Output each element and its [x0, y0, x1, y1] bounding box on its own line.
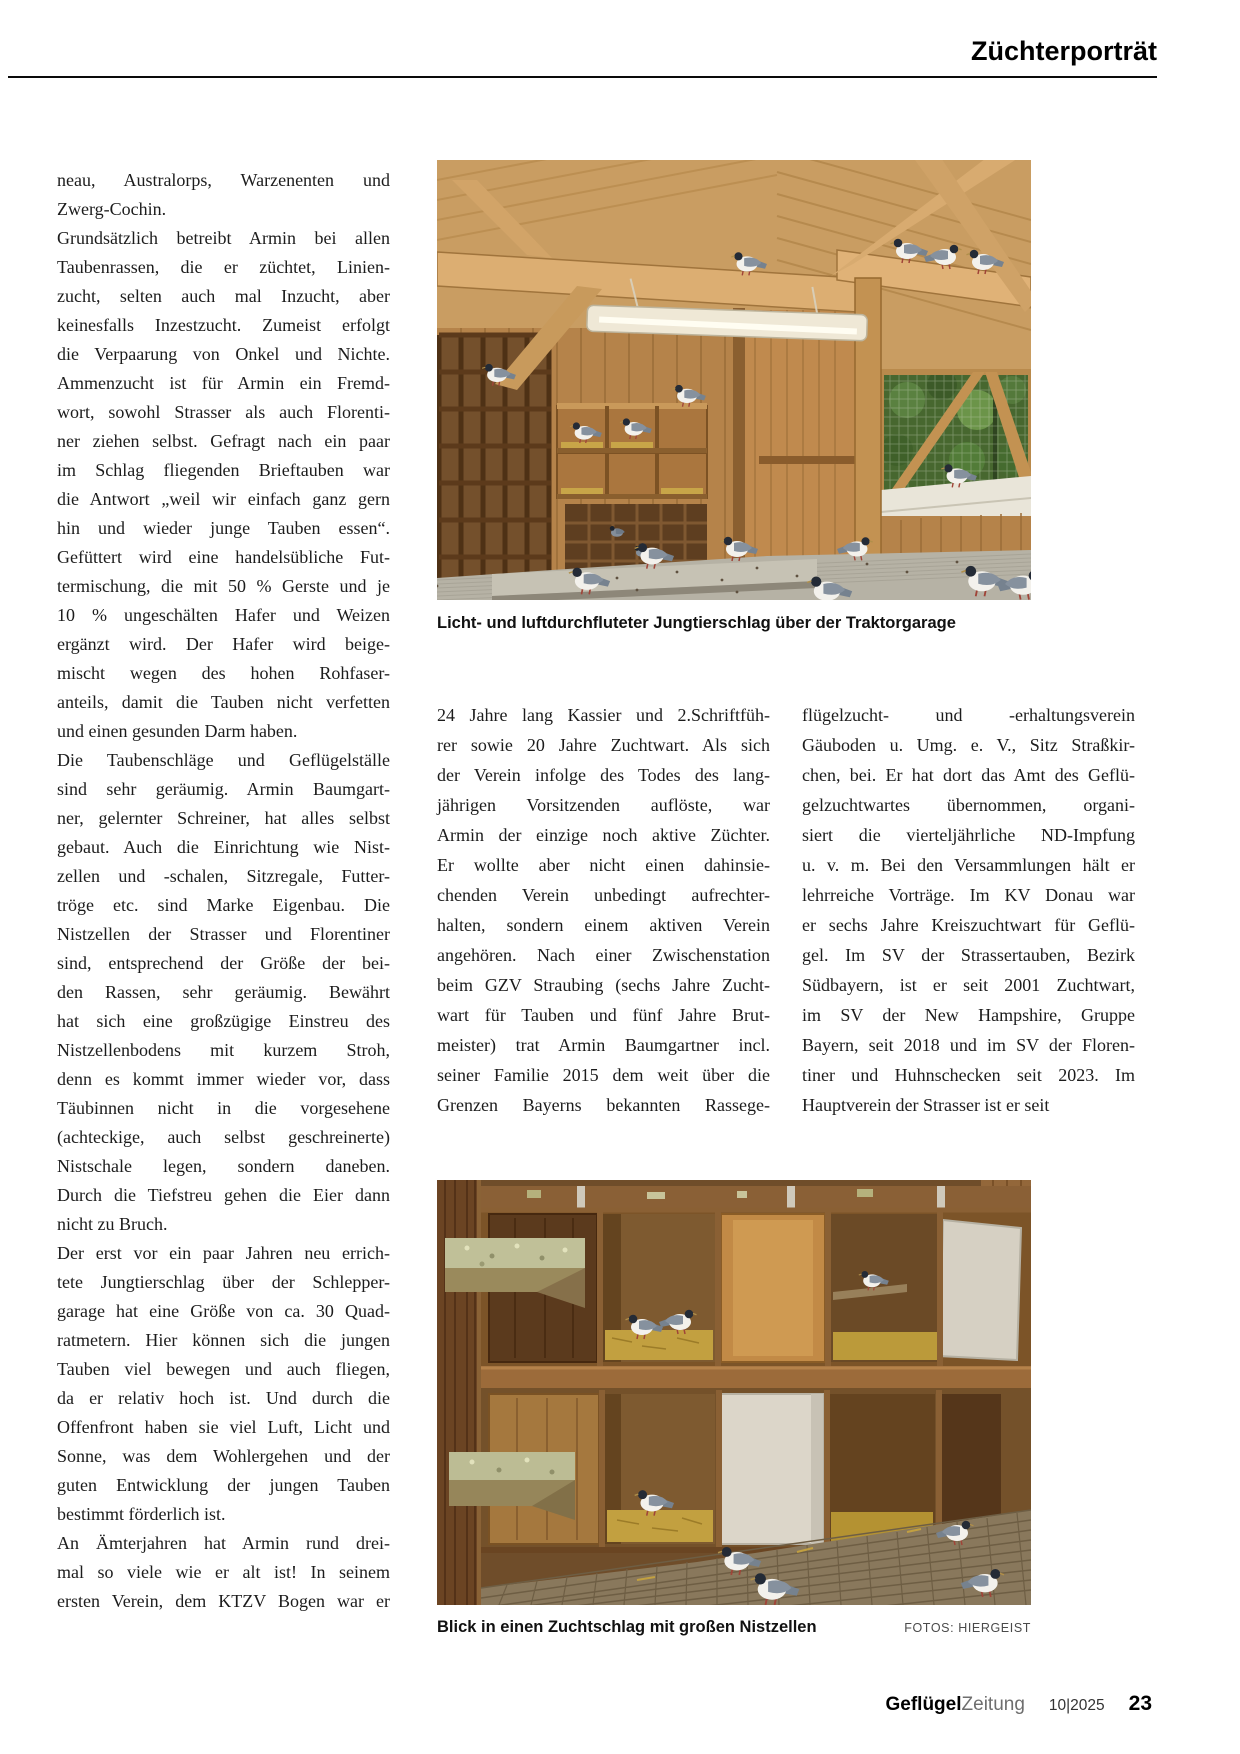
text-line: Ammenzucht ist für Armin ein Fremd-: [57, 373, 390, 393]
text-line: Der erst vor ein paar Jahren neu errich-: [57, 1243, 390, 1263]
text-line: tröge etc. sind Marke Eigenbau. Die: [57, 895, 390, 915]
magazine-logo: [886, 1694, 1025, 1716]
aviary-window: [881, 370, 1031, 530]
page-footer: [886, 1692, 1153, 1716]
text-line: Er wollte aber nicht einen dahinsie-: [437, 855, 770, 875]
text-line: u. v. m. Bei den Versammlungen hält er: [802, 855, 1135, 875]
text-line: (achteckige, auch selbst geschreinerte): [57, 1127, 390, 1147]
text-line: Hauptverein der Strasser ist er seit: [802, 1095, 1050, 1115]
magazine-name-light: Zeitung: [961, 1694, 1025, 1715]
text-line: seiner Familie 2015 dem weit über die: [437, 1065, 770, 1085]
text-line: Die Taubenschläge und Geflügelställe: [57, 750, 390, 770]
text-line: guten Entwicklung der jungen Tauben: [57, 1475, 390, 1495]
text-line: rer sowie 20 Jahre Zuchtwart. Als sich: [437, 735, 770, 755]
photo-credit: FOTOS: HIERGEIST: [904, 1621, 1031, 1635]
text-line: jährigen Vorsitzenden auflöste, war: [437, 795, 770, 815]
text-line: Gefüttert wird eine handelsübliche Fut-: [57, 547, 390, 567]
text-line: ergänzt wird. Der Hafer wird beige-: [57, 634, 390, 654]
text-line: Täubinnen nicht in die vorgesehene: [57, 1098, 390, 1118]
text-line: angehören. Nach einer Zwischenstation: [437, 945, 770, 965]
text-line: Zwerg-Cochin.: [57, 199, 167, 219]
text-line: 10 % ungeschälten Hafer und Weizen: [57, 605, 390, 625]
text-line: ner, gelernter Schreiner, hat alles selbst: [57, 808, 390, 828]
text-line: im SV der New Hampshire, Gruppe: [802, 1005, 1135, 1025]
text-line: Durch die Tiefstreu gehen die Eier dann: [57, 1185, 390, 1205]
text-line: Tauben viel bewegen und auch fliegen,: [57, 1359, 390, 1379]
text-line: wart für Tauben und fünf Jahre Brut-: [437, 1005, 770, 1025]
text-line: gebaut. Auch die Einrichtung wie Nist-: [57, 837, 390, 857]
text-line: Südbayern, ist er seit 2001 Zuchtwart,: [802, 975, 1135, 995]
text-line: Bayern, seit 2018 und im SV der Floren-: [802, 1035, 1135, 1055]
text-line: meister) trat Armin Baumgartner incl.: [437, 1035, 770, 1055]
text-line: Gäuboden u. Umg. e. V., Sitz Straßkir-: [802, 735, 1135, 755]
text-line: Sonne, was dem Wohlergehen und der: [57, 1446, 390, 1466]
text-line: hat sich eine großzügige Einstreu des: [57, 1011, 390, 1031]
text-line: Offenfront haben sie viel Luft, Licht und: [57, 1417, 390, 1437]
text-line: der Verein infolge des Todes des lang-: [437, 765, 770, 785]
text-line: Grundsätzlich betreibt Armin bei allen: [57, 228, 390, 248]
text-line: Armin der einzige noch aktive Züchter.: [437, 825, 770, 845]
page-number: 23: [1128, 1692, 1152, 1715]
article-column-middle: [437, 700, 770, 1120]
issue-number: 10|2025: [1048, 1697, 1105, 1714]
breeding-loft-photo-illustration: [437, 1180, 1031, 1605]
text-line: zellen und -schalen, Sitzregale, Futter-: [57, 866, 390, 886]
text-line: den Rassen, sehr geräumig. Bewährt: [57, 982, 390, 1002]
text-line: gelzuchtwartes übernommen, organi-: [802, 795, 1135, 815]
text-line: mal so viele wie er alt ist! In seinem: [57, 1562, 390, 1582]
text-line: siert die vierteljährliche ND-Impfung: [802, 825, 1135, 845]
text-line: 24 Jahre lang Kassier und 2.Schriftfüh-: [437, 705, 770, 725]
text-line: Nistzellen der Strasser und Florentiner: [57, 924, 390, 944]
nest-box-shelf: [557, 403, 707, 499]
text-line: mischt wegen des hohen Rohfaser-: [57, 663, 390, 683]
text-line: flügelzucht- und -erhaltungsverein: [802, 705, 1135, 725]
text-line: zucht, selten auch mal Inzucht, aber: [57, 286, 390, 306]
text-line: ner ziehen selbst. Gefragt nach ein paar: [57, 431, 390, 451]
text-line: ersten Verein, dem KTZV Bogen war er: [57, 1591, 390, 1611]
photo-caption-top: Licht- und luftdurchfluteter Jungtierschlag über der Traktorgarage: [437, 614, 956, 632]
text-line: chen, bei. Er hat dort das Amt des Geflü-: [802, 765, 1135, 785]
text-line: Taubenrassen, die er züchtet, Linien-: [57, 257, 390, 277]
text-line: An Ämterjahren hat Armin rund drei-: [57, 1533, 390, 1553]
article-column-left: [57, 166, 390, 1616]
text-line: hin und wieder junge Tauben essen“.: [57, 518, 390, 538]
article-column-right: [802, 700, 1135, 1123]
magazine-name-bold: Geflügel: [885, 1694, 962, 1715]
photo-jungtierschlag: [437, 160, 1031, 600]
text-line: Nistschale legen, sondern daneben.: [57, 1156, 390, 1176]
text-line: anteils, damit die Tauben nicht verfetten: [57, 692, 390, 712]
text-line: die Antwort „weil wir einfach ganz gern: [57, 489, 390, 509]
text-line: Grenzen Bayerns bekannten Rassege-: [437, 1095, 770, 1115]
text-line: da er relativ hoch ist. Und durch die: [57, 1388, 390, 1408]
text-line: bestimmt förderlich ist.: [57, 1504, 226, 1524]
text-line: er sechs Jahre Kreiszuchtwart für Geflü-: [802, 915, 1135, 935]
text-line: tiner und Huhnschecken seit 2023. Im: [802, 1065, 1135, 1085]
text-line: nicht zu Bruch.: [57, 1214, 168, 1234]
photo-caption-bottom-row: [437, 1618, 1031, 1637]
text-line: im Schlag fliegenden Brieftauben war: [57, 460, 390, 480]
text-line: halten, sondern einem aktiven Verein: [437, 915, 770, 935]
text-line: lehrreiche Vorträge. Im KV Donau war: [802, 885, 1135, 905]
text-line: termischung, die mit 50 % Gerste und je: [57, 576, 390, 596]
text-line: die Verpaarung von Onkel und Nichte.: [57, 344, 390, 364]
text-line: und einen gesunden Darm haben.: [57, 721, 298, 741]
text-line: neau, Australorps, Warzenenten und: [57, 170, 390, 190]
text-line: ratmetern. Hier können sich die jungen: [57, 1330, 390, 1350]
page-title: Züchterporträt: [970, 36, 1157, 66]
header-rule: [8, 76, 1157, 78]
text-line: gel. Im SV der Strassertauben, Bezirk: [802, 945, 1135, 965]
text-line: keinesfalls Inzestzucht. Zumeist erfolgt: [57, 315, 390, 335]
text-line: beim GZV Straubing (sechs Jahre Zucht-: [437, 975, 770, 995]
loft-photo-illustration: [437, 160, 1031, 600]
text-line: garage hat eine Größe von ca. 30 Quad-: [57, 1301, 390, 1321]
text-line: sind, entsprechend der Größe der bei-: [57, 953, 390, 973]
text-line: Nistzellenbodens mit kurzem Stroh,: [57, 1040, 390, 1060]
text-line: chenden Verein unbedingt aufrechter-: [437, 885, 770, 905]
text-line: denn es kommt immer wieder vor, dass: [57, 1069, 390, 1089]
photo-caption-bottom: Blick in einen Zuchtschlag mit großen Nistzellen: [437, 1618, 817, 1636]
photo-zuchtschlag: [437, 1180, 1031, 1605]
text-line: sind sehr geräumig. Armin Baumgart-: [57, 779, 390, 799]
text-line: tete Jungtierschlag über der Schlepper-: [57, 1272, 390, 1292]
text-line: wort, sowohl Strasser als auch Florenti-: [57, 402, 390, 422]
